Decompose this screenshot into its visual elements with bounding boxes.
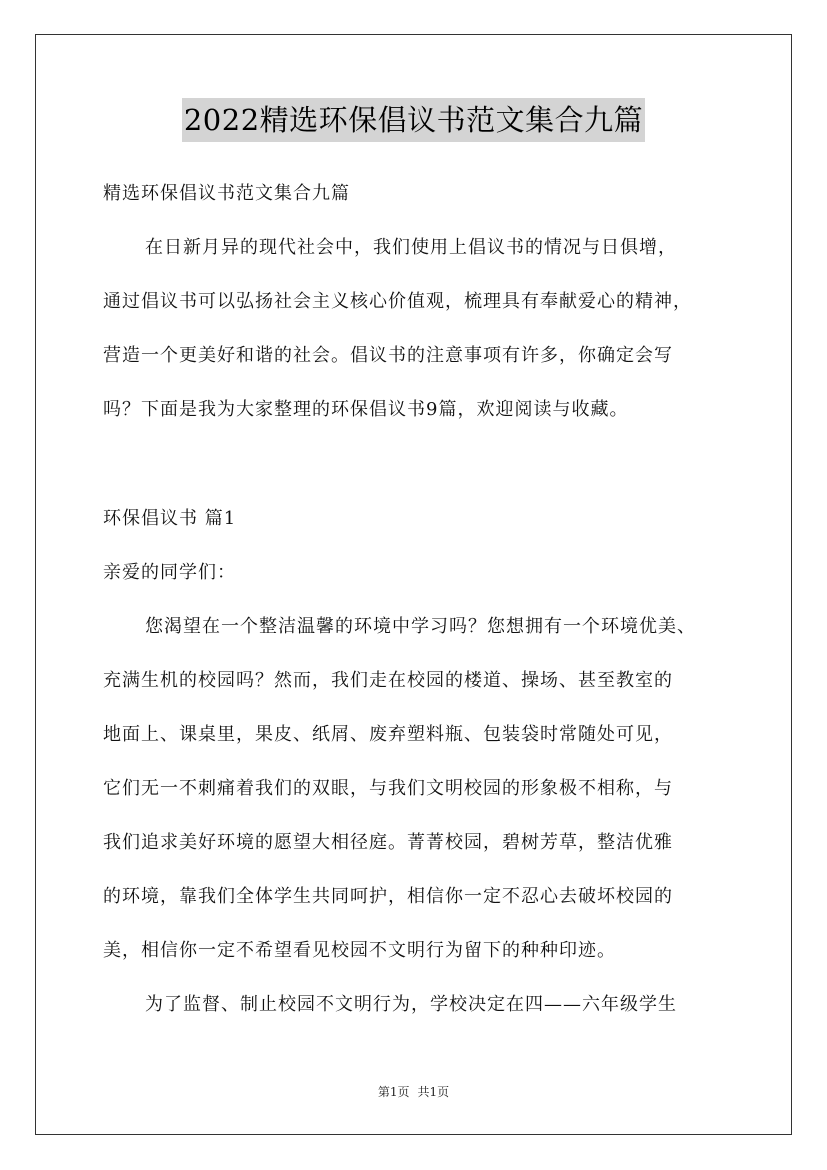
body-line: 您渴望在一个整洁温馨的环境中学习吗？您想拥有一个环境优美、 xyxy=(145,616,696,637)
body-line: 我们追求美好环境的愿望大相径庭。菁菁校园，碧树芳草，整洁优雅 xyxy=(103,832,673,853)
body-line: 的环境，靠我们全体学生共同呵护，相信你一定不忍心去破坏校园的 xyxy=(103,886,673,907)
body-line: 充满生机的校园吗？然而，我们走在校园的楼道、操场、甚至教室的 xyxy=(103,670,673,691)
page-footer xyxy=(0,1083,827,1100)
body-line: 为了监督、制止校园不文明行为，学校决定在四——六年级学生 xyxy=(145,994,677,1015)
intro-line: 通过倡议书可以弘扬社会主义核心价值观，梳理具有奉献爱心的精神， xyxy=(103,291,692,312)
page-total: 共1页 xyxy=(417,1085,450,1099)
document-subtitle: 精选环保倡议书范文集合九篇 xyxy=(103,183,350,204)
salutation: 亲爱的同学们： xyxy=(103,562,236,583)
page-number: 第1页 xyxy=(377,1085,410,1099)
intro-line: 在日新月异的现代社会中，我们使用上倡议书的情况与日俱增， xyxy=(145,237,677,258)
intro-line: 吗？下面是我为大家整理的环保倡议书9篇，欢迎阅读与收藏。 xyxy=(103,399,629,420)
document-title: 2022精选环保倡议书范文集合九篇 xyxy=(182,98,645,142)
title-container xyxy=(0,98,827,142)
section-heading: 环保倡议书 篇1 xyxy=(103,508,237,529)
body-line: 美，相信你一定不希望看见校园不文明行为留下的种种印迹。 xyxy=(103,940,616,961)
body-line: 地面上、课桌里，果皮、纸屑、废弃塑料瓶、包装袋时常随处可见， xyxy=(103,724,673,745)
body-line: 它们无一不刺痛着我们的双眼，与我们文明校园的形象极不相称，与 xyxy=(103,778,673,799)
intro-line: 营造一个更美好和谐的社会。倡议书的注意事项有许多，你确定会写 xyxy=(103,345,673,366)
